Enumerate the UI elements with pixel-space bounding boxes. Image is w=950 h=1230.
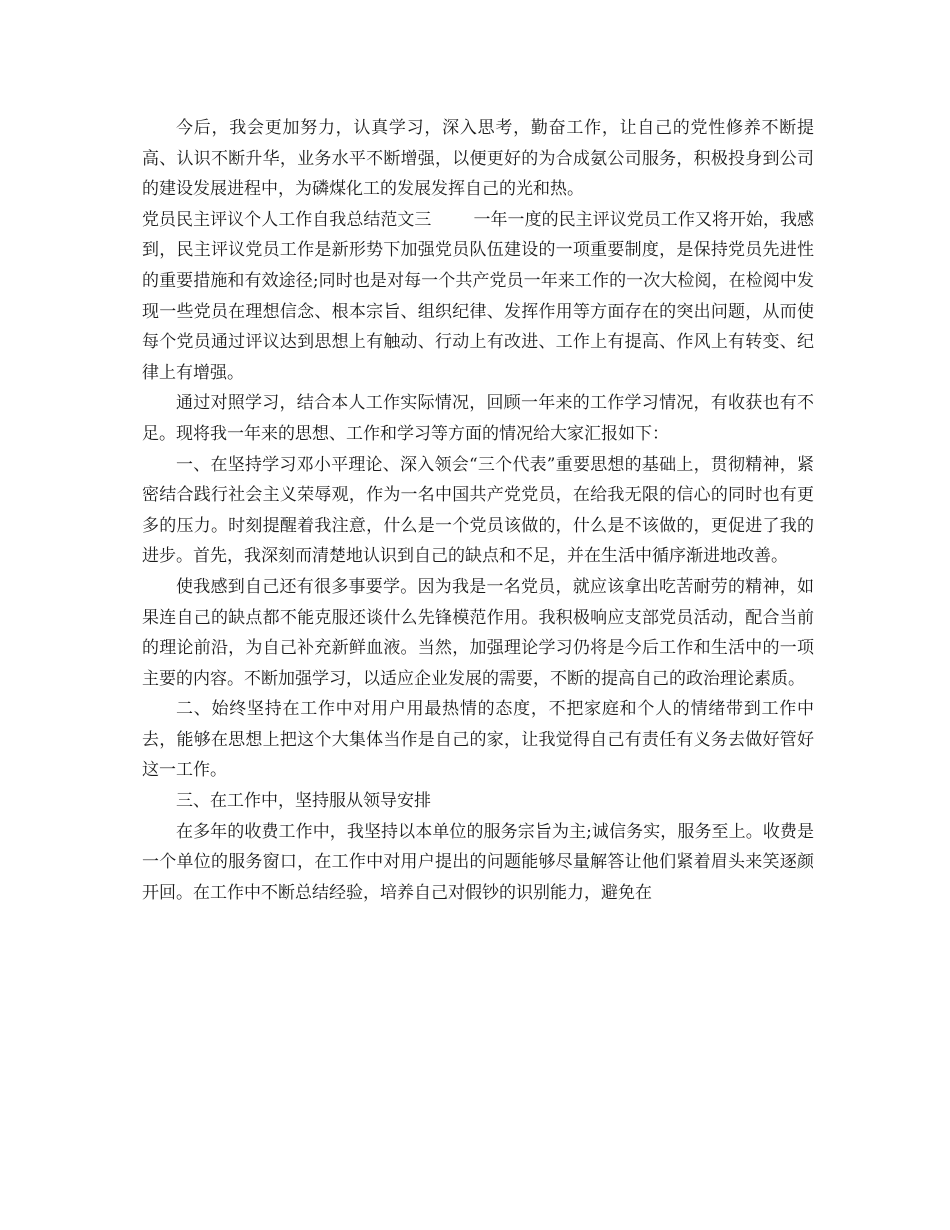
paragraph-learning: 使我感到自己还有很多事要学。因为我是一名党员，就应该拿出吃苦耐劳的精神，如果连自己的缺点都不能克服还谈什么先锋模范作用。我积极响应支部党员活动，配合当前的理论前沿，为自己补充新鲜血液。当然，加强理论学习仍将是今后工作和生活中的一项主要的内容。不断加强学习，以适应企业发展的需要，不断的提高自己的政治理论素质。	[142, 576, 814, 689]
section-heading: 党员民主评议个人工作自我总结范文三	[142, 209, 432, 230]
paragraph-reflection: 通过对照学习，结合本人工作实际情况，回顾一年来的工作学习情况，有收获也有不足。现将我一年来的思想、工作和学习等方面的情况给大家汇报如下：	[142, 393, 814, 444]
paragraph-section-three-intro	[142, 205, 814, 389]
paragraph-point-three: 三、在工作中，坚持服从领导安排	[176, 791, 431, 812]
paragraph-closing-commitment: 今后，我会更加努力，认真学习，深入思考，勤奋工作，让自己的党性修养不断提高、认识不断升华，业务水平不断增强，以便更好的为合成氨公司服务，积极投身到公司的建设发展进程中，为磷煤化工的发展发挥自己的光和热。	[142, 118, 814, 200]
paragraph-point-one: 一、在坚持学习邓小平理论、深入领会“三个代表”重要思想的基础上，贯彻精神，紧密结合践行社会主义荣辱观，作为一名中国共产党党员，在给我无限的信心的同时也有更多的压力。时刻提醒着我注意，什么是一个党员该做的，什么是不该做的，更促进了我的进步。首先，我深刻而清楚地认识到自己的缺点和不足，并在生活中循序渐进地改善。	[142, 454, 814, 567]
paragraph-point-two: 二、始终坚持在工作中对用户用最热情的态度，不把家庭和个人的情绪带到工作中去，能够在思想上把这个大集体当作是自己的家，让我觉得自己有责任有义务去做好管好这一工作。	[142, 699, 814, 781]
document-body	[142, 113, 814, 908]
section-intro-text: 一年一度的民主评议党员工作又将开始，我感到，民主评议党员工作是新形势下加强党员队伍建设的一项重要制度，是保持党员先进性的重要措施和有效途径;同时也是对每一个共产党员一年来工作的一次大检阅，在检阅中发现一些党员在理想信念、根本宗旨、组织纪律、发挥作用等方面存在的突出问题，从而使每个党员通过评议达到思想上有触动、行动上有改进、工作上有提高、作风上有转变、纪律上有增强。	[142, 209, 815, 383]
paragraph-fee-work: 在多年的收费工作中，我坚持以本单位的服务宗旨为主;诚信务实，服务至上。收费是一个单位的服务窗口，在工作中对用户提出的问题能够尽量解答让他们紧着眉头来笑逐颜开回。在工作中不断总结经验，培养自己对假钞的识别能力，避免在	[142, 821, 814, 903]
